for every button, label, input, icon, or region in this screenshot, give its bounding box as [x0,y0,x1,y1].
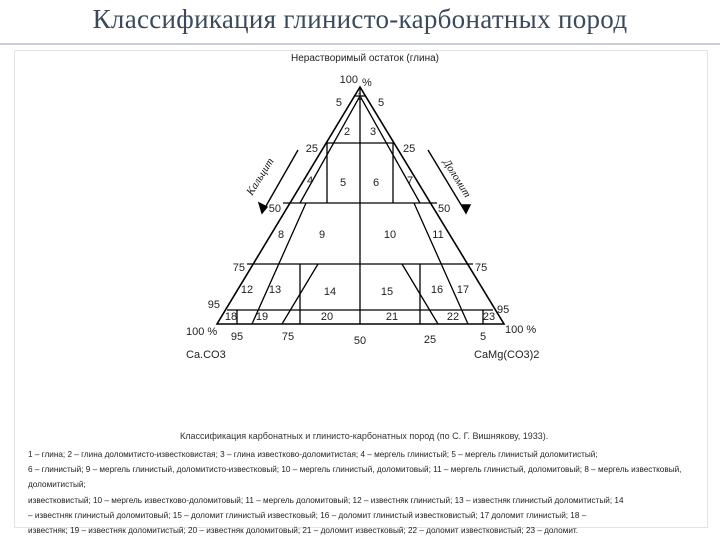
legend-text [28,447,704,538]
field-15: 15 [380,286,394,298]
field-8: 8 [277,229,285,241]
field-21: 21 [385,311,399,323]
field-6: 6 [372,177,380,189]
dolomite-edge-label: Доломит [440,157,474,200]
field-11: 11 [432,229,444,241]
apex-unit: % [362,77,372,89]
scale-left-75: 75 [232,262,245,274]
scale-bottom-25: 25 [423,334,437,346]
legend-line: известняк; 19 – известняк доломитистый; 20 – известняк доломитовый; 21 – доломит известковый; 22 – доломит известковистый; 23 – доломит. [28,526,579,536]
field-19: 19 [255,311,269,323]
scale-left-95: 95 [207,299,220,311]
field-3: 3 [369,126,377,138]
right-corner-label: CaMg(CO3)2 [474,349,540,361]
scale-bottom-5: 5 [479,331,487,343]
left-corner-label: Ca.CO3 [186,349,226,361]
scale-right-25: 25 [403,143,416,155]
scale-bottom-95: 95 [230,331,244,343]
scale-right-75: 75 [475,262,488,274]
scale-left-50: 50 [268,203,281,215]
scale-right-50: 50 [438,203,451,215]
figure-caption: Классификация карбонатных и глинисто-карбонатных пород (по С. Г. Вишнякову, 1933). [180,431,549,441]
left-corner-pct: 100 % [186,326,218,338]
field-7: 7 [406,175,414,187]
right-corner-pct: 100 % [505,324,537,336]
field-20: 20 [320,311,334,323]
field-9: 9 [318,229,326,241]
field-22: 22 [446,311,460,323]
scale-right-5: 5 [378,97,385,109]
field-16: 16 [430,284,444,296]
calcite-edge-label: Кальцит [244,155,277,198]
field-12: 12 [240,284,254,296]
field-17: 17 [456,284,470,296]
legend-line: 1 – глина; 2 – глина доломитисто-известковистая; 3 – глина известково-доломитистая; 4 – мергель глинистый; 5 – мергель глинистый доломитистый; [28,450,598,459]
field-14: 14 [323,286,337,298]
field-10: 10 [383,229,397,241]
scale-right-95: 95 [497,304,510,316]
diagram-top-label: Нерастворимый остаток (глина) [291,53,439,64]
slide-title: Классификация глинисто-карбонатных пород [92,4,628,34]
legend-line: известковистый; 10 – мергель известково-доломитовый; 11 – мергель доломитовый; 12 – известняк глинистый; 13 – известняк глинистый доломитистый; 14 [28,495,624,505]
legend-line: 6 – глинистый; 9 – мергель глинистый, доломитисто-известковый; 10 – мергель глинистый, доломитовый; 11 – мергель глинистый, доломитовый; 8 – мергель известковый, доломитистый; [28,465,682,490]
scale-bottom-50: 50 [353,335,367,347]
field-1: 1 [356,91,364,103]
legend-line: – известняк глинистый доломитовый; 15 – доломит глинистый известковый; 16 – доломит глинистый известковистый; 17 доломит глинистый; 18 – [28,510,587,520]
field-13: 13 [268,284,282,296]
apex-100: 100 [339,74,358,86]
field-23: 23 [482,311,496,323]
field-18: 18 [224,311,238,323]
field-5: 5 [339,177,347,189]
calcite-arrowhead [259,203,267,213]
scale-bottom-75: 75 [281,331,295,343]
scale-left-25: 25 [305,143,318,155]
scale-left-5: 5 [335,97,342,109]
field-4: 4 [306,175,314,187]
field-2: 2 [343,126,351,138]
